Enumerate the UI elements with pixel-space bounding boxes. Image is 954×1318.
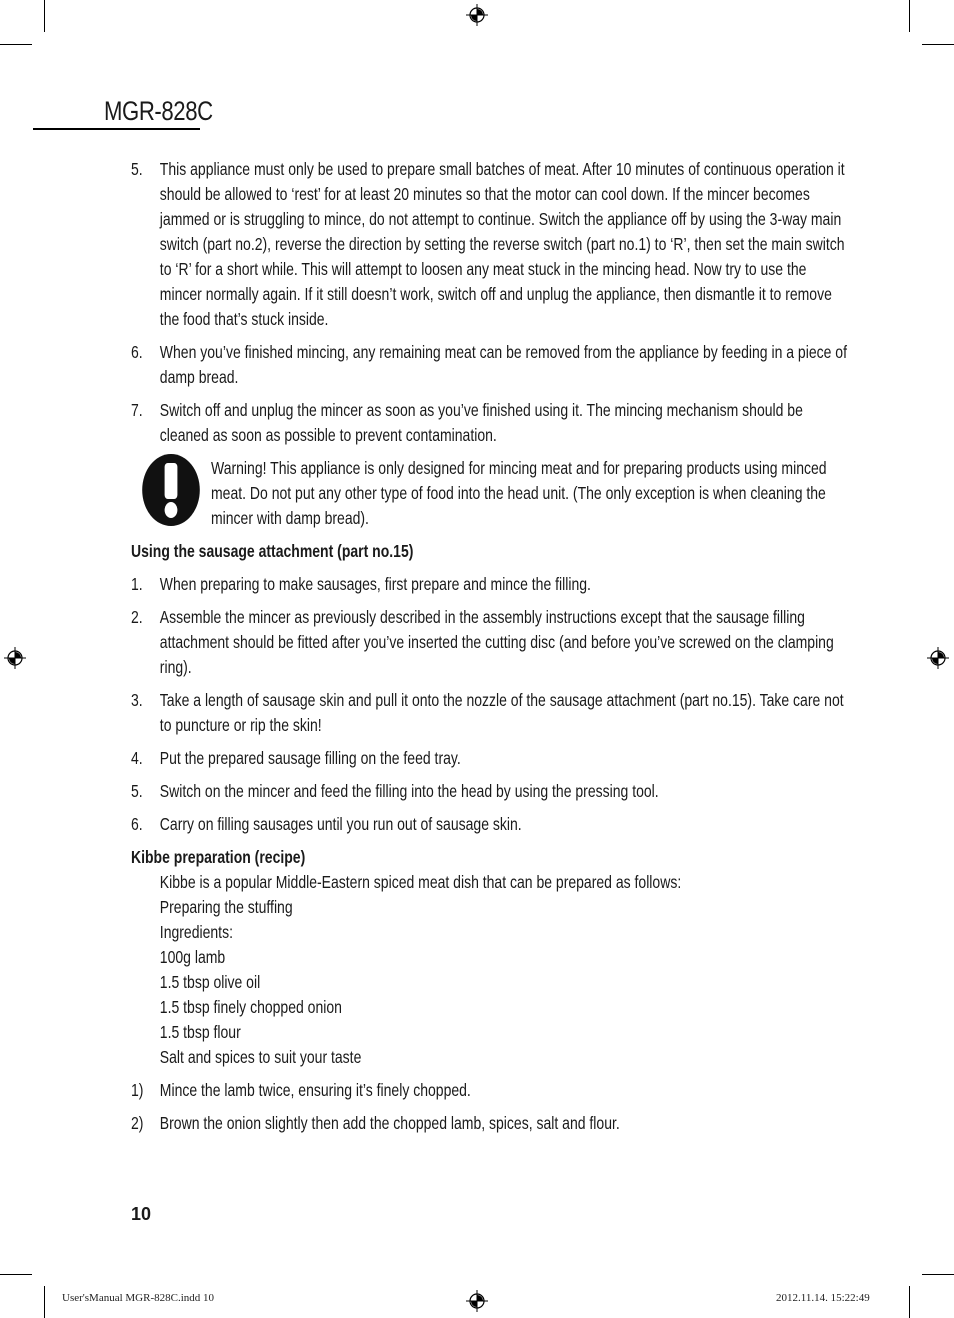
list-item bbox=[131, 340, 851, 390]
list-item bbox=[131, 1078, 851, 1103]
crop-mark bbox=[44, 1286, 45, 1318]
list-number: 5. bbox=[131, 781, 143, 801]
recipe-line: 1.5 tbsp flour bbox=[159, 1022, 241, 1042]
crop-mark bbox=[922, 1274, 954, 1275]
list-text: When you’ve finished mincing, any remaining meat can be removed from the appliance by feeding in a piece of damp bread. bbox=[159, 342, 847, 387]
warning-text: Warning! This appliance is only designed for mincing meat and for preparing products using minced meat. Do not put any other type of food into the head unit. (The only exception is when cleaning the mincer with damp bread). bbox=[211, 458, 827, 528]
list-number: 6. bbox=[131, 342, 143, 362]
list-item bbox=[131, 605, 851, 680]
list-number: 4. bbox=[131, 748, 143, 768]
recipe-line: Ingredients: bbox=[159, 922, 233, 942]
crop-mark bbox=[0, 44, 32, 45]
recipe-line: 1.5 tbsp olive oil bbox=[159, 972, 261, 992]
recipe-line: Salt and spices to suit your taste bbox=[159, 1047, 362, 1067]
list-item bbox=[131, 812, 851, 837]
list-item bbox=[131, 157, 851, 332]
model-title: MGR-828C bbox=[104, 96, 213, 126]
crop-mark bbox=[922, 44, 954, 45]
section-heading: Using the sausage attachment (part no.15) bbox=[131, 541, 414, 561]
recipe-line: Kibbe is a popular Middle-Eastern spiced meat dish that can be prepared as follows: bbox=[159, 872, 682, 892]
recipe-line: Preparing the stuffing bbox=[159, 897, 293, 917]
list-text: Put the prepared sausage filling on the feed tray. bbox=[159, 748, 461, 768]
list-text: Brown the onion slightly then add the chopped lamb, spices, salt and flour. bbox=[159, 1113, 620, 1133]
list-text: Mince the lamb twice, ensuring it’s finely chopped. bbox=[159, 1080, 471, 1100]
list-item bbox=[131, 688, 851, 738]
slug-filename: User'sManual MGR-828C.indd 10 bbox=[62, 1292, 215, 1304]
list-item bbox=[131, 398, 851, 448]
registration-mark-icon bbox=[466, 4, 488, 26]
list-number: 6. bbox=[131, 814, 143, 834]
list-item bbox=[131, 746, 851, 771]
list-item bbox=[131, 1111, 851, 1136]
page-number: 10 bbox=[131, 1204, 152, 1224]
list-number: 2. bbox=[131, 607, 143, 627]
list-number: 1) bbox=[131, 1080, 144, 1100]
registration-mark-icon bbox=[4, 647, 26, 669]
recipe-line: 1.5 tbsp finely chopped onion bbox=[159, 997, 342, 1017]
crop-mark bbox=[909, 0, 910, 32]
list-text: Take a length of sausage skin and pull it onto the nozzle of the sausage attachment (part no.15). Take care not to puncture or rip the skin! bbox=[159, 690, 844, 735]
list-text: Switch on the mincer and feed the filling into the head by using the pressing tool. bbox=[159, 781, 659, 801]
exclamation-icon bbox=[141, 452, 202, 528]
crop-mark bbox=[909, 1286, 910, 1318]
list-number: 1. bbox=[131, 574, 143, 594]
registration-mark-icon bbox=[927, 647, 949, 669]
list-item bbox=[131, 572, 851, 597]
list-text: This appliance must only be used to prepare small batches of meat. After 10 minutes of continuous operation it should be allowed to ‘rest’ for at least 20 minutes so that the motor can cool down. If the mincer becomes jammed or is struggling to mince, do not attempt to continue. Switch the appliance off by using the 3-way main switch (part no.2), reverse the direction by setting the reverse switch (part no.1) to ‘R’, then set the main switch to ‘R’ for a short while. This will attempt to loosen any meat stuck in the mincing head. Now try to use the mincer normally again. If it still doesn’t work, switch off and unplug the appliance, then dismantle it to remove the food that’s stuck inside. bbox=[159, 159, 845, 329]
page-body bbox=[131, 157, 891, 1144]
list-number: 7. bbox=[131, 400, 143, 420]
list-item bbox=[131, 779, 851, 804]
list-text: Switch off and unplug the mincer as soon as you’ve finished using it. The mincing mechanism should be cleaned as soon as possible to prevent contamination. bbox=[159, 400, 803, 445]
crop-mark bbox=[0, 1274, 32, 1275]
list-number: 2) bbox=[131, 1113, 144, 1133]
list-text: Carry on filling sausages until you run out of sausage skin. bbox=[159, 814, 522, 834]
list-number: 3. bbox=[131, 690, 143, 710]
crop-mark bbox=[44, 0, 45, 32]
header-rule bbox=[33, 128, 200, 130]
recipe-line: 100g lamb bbox=[159, 947, 226, 967]
list-number: 5. bbox=[131, 159, 143, 179]
slug-timestamp: 2012.11.14. 15:22:49 bbox=[776, 1292, 870, 1304]
warning-block bbox=[141, 456, 851, 531]
section-heading: Kibbe preparation (recipe) bbox=[131, 847, 306, 867]
list-text: Assemble the mincer as previously described in the assembly instructions except that the sausage filling attachment should be fitted after you’ve inserted the cutting disc (and before you’ve screwed on the clamping ring). bbox=[159, 607, 834, 677]
registration-mark-icon bbox=[466, 1290, 488, 1312]
list-text: When preparing to make sausages, first prepare and mince the filling. bbox=[159, 574, 591, 594]
